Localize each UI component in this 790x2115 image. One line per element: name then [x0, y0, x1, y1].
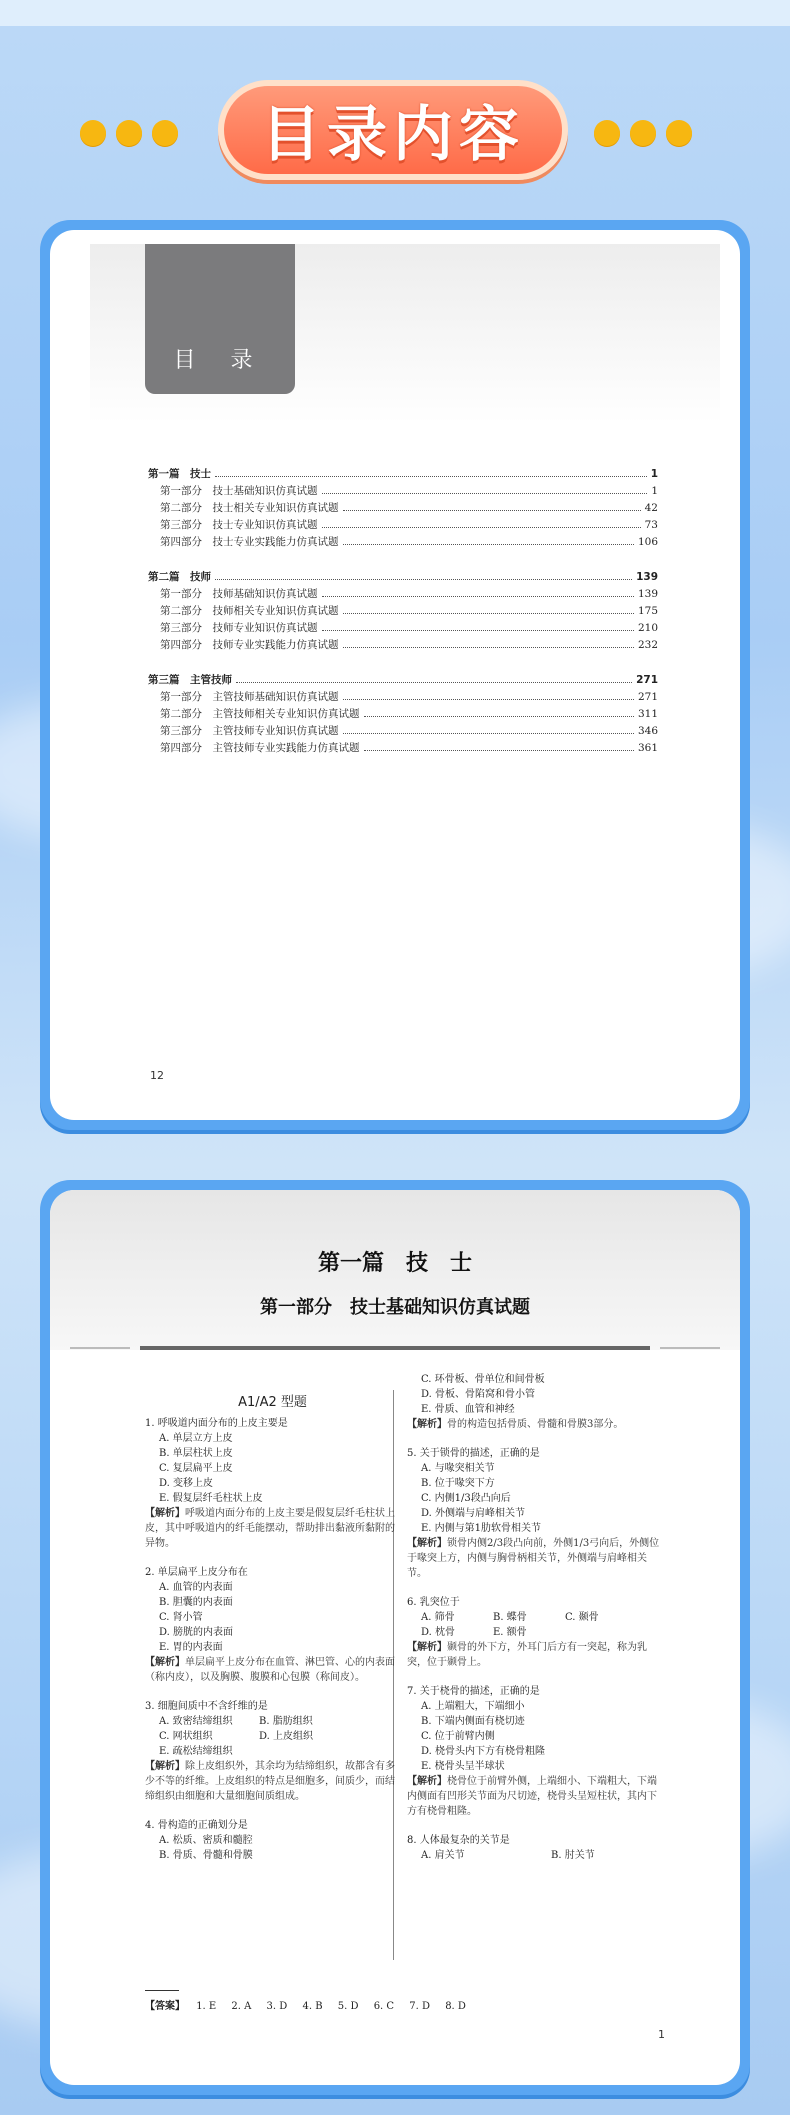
toc-page	[50, 230, 740, 1120]
toc-entry-label: 第三部分 技师专业知识仿真试题	[160, 622, 318, 634]
option: C. 内侧1/3段凸向后	[421, 1493, 511, 1504]
question-6	[407, 1595, 662, 1670]
toc-entry	[148, 483, 658, 500]
option: E. 内侧与第1肋软骨相关节	[421, 1523, 542, 1534]
top-strip	[0, 0, 790, 26]
answer: 1. E	[196, 2001, 217, 2012]
toc-card	[40, 220, 750, 1130]
leader-dots	[343, 613, 634, 614]
answer: 6. C	[373, 2001, 395, 2012]
leader-dots	[343, 699, 634, 700]
toc-entry	[148, 706, 658, 723]
toc-entry-label: 第二部分 技士相关专业知识仿真试题	[160, 502, 339, 514]
leader-dots	[343, 647, 634, 648]
toc-section-title-label: 第一篇 技士	[148, 468, 211, 480]
option: C. 位于前臂内侧	[421, 1731, 495, 1742]
option: D. 变移上皮	[159, 1478, 214, 1489]
toc-section	[148, 569, 658, 654]
section-title: 第一部分 技士基础知识仿真试题	[260, 1297, 530, 1318]
header-rule	[50, 1346, 740, 1350]
question-stem: 4. 骨构造的正确划分是	[145, 1820, 248, 1831]
question-3	[145, 1699, 400, 1804]
toc-entry-page: 346	[637, 725, 658, 737]
leader-dots	[322, 630, 634, 631]
option: E. 疏松结缔组织	[159, 1746, 233, 1757]
explanation: 【解析】骨的构造包括骨质、骨髓和骨膜3部分。	[407, 1419, 624, 1430]
leader-dots	[343, 510, 641, 511]
option: D. 骨板、骨陷窝和骨小管	[421, 1389, 536, 1400]
toc-entry-label: 第四部分 技师专业实践能力仿真试题	[160, 639, 339, 651]
option: B. 胆囊的内表面	[159, 1597, 233, 1608]
leader-dots	[215, 579, 632, 580]
toc-entry	[148, 620, 658, 637]
leader-dots	[343, 544, 634, 545]
option: E. 桡骨头呈半球状	[421, 1761, 505, 1772]
question-4-continued	[407, 1372, 662, 1432]
answer: 7. D	[409, 2001, 430, 2012]
option: E. 骨质、血管和神经	[421, 1404, 515, 1415]
toc-section	[148, 672, 658, 757]
title-banner	[0, 80, 790, 184]
toc-section-title	[148, 466, 658, 483]
option: E. 假复层纤毛柱状上皮	[159, 1493, 263, 1504]
toc-entry	[148, 637, 658, 654]
question-stem: 1. 呼吸道内面分布的上皮主要是	[145, 1418, 288, 1429]
explanation: 【解析】除上皮组织外，其余均为结缔组织，故都含有多少不等的纤维。上皮组织的特点是细胞多，间质少，而结缔组织由细胞和大量细胞间质组成。	[145, 1761, 395, 1802]
explanation: 【解析】颞骨的外下方，外耳门后方有一突起，称为乳突，位于颞骨上。	[407, 1642, 647, 1668]
explanation: 【解析】呼吸道内面分布的上皮主要是假复层纤毛柱状上皮，其中呼吸道内的纤毛能摆动，帮助排出黏液所黏附的异物。	[145, 1508, 395, 1549]
question-5	[407, 1446, 662, 1581]
toc-entry-label: 第一部分 技士基础知识仿真试题	[160, 485, 318, 497]
question-stem: 3. 细胞间质中不含纤维的是	[145, 1701, 268, 1712]
toc-section-title-label: 第三篇 主管技师	[148, 674, 232, 686]
question-stem: 6. 乳突位于	[407, 1597, 460, 1608]
toc-entry	[148, 603, 658, 620]
option: B. 骨质、骨髓和骨膜	[159, 1850, 253, 1861]
answer-key	[145, 1990, 478, 2012]
toc-tab-label: 目 录	[173, 348, 267, 373]
option: A. 与喙突相关节	[421, 1463, 495, 1474]
option: C. 肾小管	[159, 1612, 203, 1623]
option: B. 单层柱状上皮	[159, 1448, 233, 1459]
toc-entry-page: 232	[637, 639, 658, 651]
leader-dots	[364, 750, 634, 751]
leader-dots	[343, 733, 634, 734]
option: A. 上端粗大，下端细小	[421, 1701, 525, 1712]
leader-dots	[364, 716, 634, 717]
toc-entry-page: 311	[637, 708, 658, 720]
option-row: D. 枕骨 E. 额骨	[421, 1627, 527, 1638]
option: A. 松质、密质和髓腔	[159, 1835, 253, 1846]
toc-entry-page: 175	[637, 605, 658, 617]
dot	[630, 120, 656, 146]
right-column	[407, 1372, 662, 1877]
toc-entry-page: 210	[637, 622, 658, 634]
option: D. 外侧端与肩峰相关节	[421, 1508, 526, 1519]
dot	[666, 120, 692, 146]
leader-dots	[236, 682, 632, 683]
answer: 2. A	[231, 2001, 252, 2012]
decor-dots-left	[80, 120, 178, 146]
question-stem: 7. 关于桡骨的描述，正确的是	[407, 1686, 540, 1697]
page-number: 12	[150, 1069, 164, 1082]
toc-entry	[148, 500, 658, 517]
question-4	[145, 1818, 400, 1863]
option-row: A. 筛骨 B. 蝶骨 C. 颞骨	[421, 1612, 599, 1623]
answer-label: 【答案】	[145, 2001, 185, 2012]
option: D. 桡骨头内下方有桡骨粗隆	[421, 1746, 546, 1757]
leader-dots	[322, 493, 648, 494]
option: A. 单层立方上皮	[159, 1433, 233, 1444]
option: D. 膀胱的内表面	[159, 1627, 234, 1638]
answer: 5. D	[337, 2001, 359, 2012]
leader-dots	[322, 596, 634, 597]
toc-section-title	[148, 672, 658, 689]
dot	[116, 120, 142, 146]
exam-card	[40, 1180, 750, 2095]
option: B. 下端内侧面有桡切迹	[421, 1716, 525, 1727]
leader-dots	[215, 476, 647, 477]
toc-entry-page: 73	[644, 519, 658, 531]
question-2	[145, 1565, 400, 1685]
question-1	[145, 1416, 400, 1551]
left-column	[145, 1395, 400, 1877]
toc-entry-label: 第二部分 主管技师相关专业知识仿真试题	[160, 708, 360, 720]
explanation: 【解析】单层扁平上皮分布在血管、淋巴管、心的内表面（称内皮），以及胸膜、腹膜和心包膜（称间皮）。	[145, 1657, 395, 1683]
toc-section	[148, 466, 658, 551]
toc-entry	[148, 689, 658, 706]
toc-entry-page: 361	[637, 742, 658, 754]
exam-page	[50, 1190, 740, 2085]
toc-entry-label: 第三部分 主管技师专业知识仿真试题	[160, 725, 339, 737]
toc-entry-label: 第三部分 技士专业知识仿真试题	[160, 519, 318, 531]
dot	[152, 120, 178, 146]
question-7	[407, 1684, 662, 1819]
table-of-contents	[148, 466, 658, 775]
question-stem: 8. 人体最复杂的关节是	[407, 1835, 510, 1846]
toc-entry-label: 第四部分 技士专业实践能力仿真试题	[160, 536, 339, 548]
toc-entry-page: 139	[637, 588, 658, 600]
option: A. 血管的内表面	[159, 1582, 233, 1593]
toc-entry-label: 第四部分 主管技师专业实践能力仿真试题	[160, 742, 360, 754]
part-title: 第一篇 技 士	[317, 1250, 472, 1276]
toc-entry	[148, 517, 658, 534]
answer: 4. B	[302, 2001, 323, 2012]
toc-entry-label: 第一部分 技师基础知识仿真试题	[160, 588, 318, 600]
leader-dots	[322, 527, 641, 528]
explanation: 【解析】桡骨位于前臂外侧，上端细小、下端粗大，下端内侧面有凹形关节面为尺切迹，桡骨头呈短柱状，其内下方有桡骨粗隆。	[407, 1776, 657, 1817]
toc-tab	[145, 244, 295, 394]
toc-entry	[148, 534, 658, 551]
toc-section-title	[148, 569, 658, 586]
explanation: 【解析】锁骨内侧2/3段凸向前，外侧1/3弓向后，外侧位于喙突上方，内侧与胸骨柄相关节，外侧端与肩峰相关节。	[407, 1538, 660, 1579]
option: E. 胃的内表面	[159, 1642, 223, 1653]
toc-entry	[148, 723, 658, 740]
banner-title: 目录内容	[261, 100, 525, 170]
toc-entry	[148, 586, 658, 603]
answer: 3. D	[266, 2001, 288, 2012]
toc-entry-page: 1	[651, 485, 658, 497]
toc-entry	[148, 740, 658, 757]
option-row: C. 网状组织 D. 上皮组织	[159, 1731, 314, 1742]
toc-entry-page: 42	[644, 502, 658, 514]
option: C. 复层扁平上皮	[159, 1463, 233, 1474]
toc-entry-label: 第一部分 主管技师基础知识仿真试题	[160, 691, 339, 703]
answer: 8. D	[445, 2001, 466, 2012]
dot	[594, 120, 620, 146]
option-row: A. 致密结缔组织 B. 脂肪组织	[159, 1716, 313, 1727]
question-8	[407, 1833, 662, 1863]
title-pill	[218, 80, 568, 180]
question-stem: 5. 关于锁骨的描述，正确的是	[407, 1448, 540, 1459]
toc-section-title-page: 1	[650, 468, 658, 480]
toc-entry-label: 第二部分 技师相关专业知识仿真试题	[160, 605, 339, 617]
toc-section-title-page: 271	[636, 674, 658, 686]
toc-section-title-label: 第二篇 技师	[148, 571, 211, 583]
toc-entry-page: 106	[637, 536, 658, 548]
dot	[80, 120, 106, 146]
question-stem: 2. 单层扁平上皮分布在	[145, 1567, 248, 1578]
option: B. 位于喙突下方	[421, 1478, 495, 1489]
toc-section-title-page: 139	[636, 571, 658, 583]
toc-entry-page: 271	[637, 691, 658, 703]
option: C. 环骨板、骨单位和间骨板	[421, 1374, 545, 1385]
question-type: A1/A2 型题	[238, 1395, 307, 1410]
option-row: A. 肩关节 B. 肘关节	[421, 1850, 595, 1861]
page-number: 1	[658, 2028, 665, 2041]
decor-dots-right	[594, 120, 692, 146]
